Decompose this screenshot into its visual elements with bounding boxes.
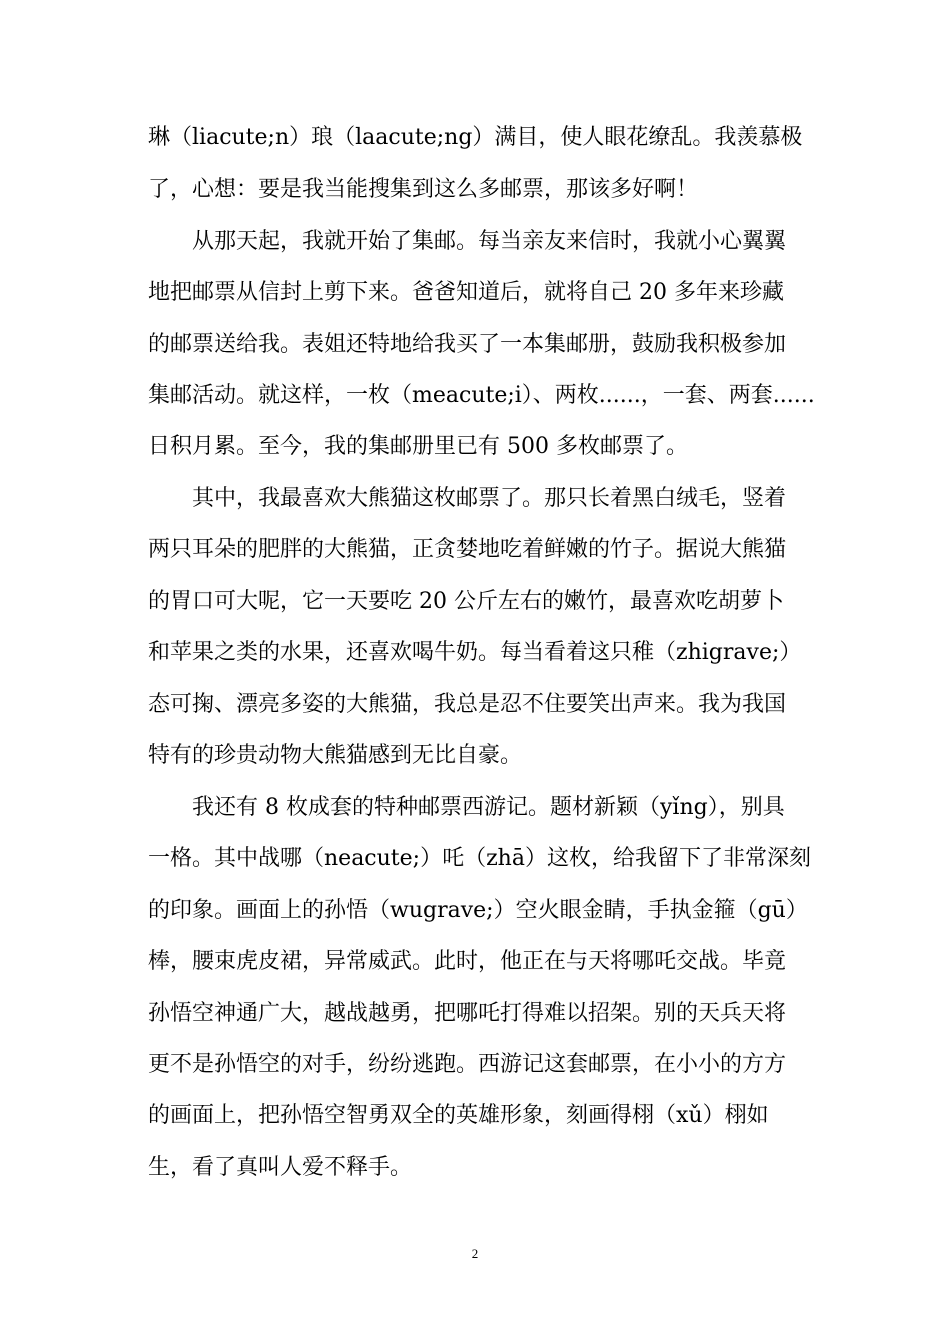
text-line: 地把邮票从信封上剪下来。爸爸知道后，就将自己 20 多年来珍藏 (148, 280, 784, 305)
page-number: 2 (471, 1246, 479, 1261)
text-line: 从那天起，我就开始了集邮。每当亲友来信时，我就小心翼翼 (148, 229, 787, 254)
text-line: 集邮活动。就这样，一枚（meacute;i）、两枚......，一套、两套...... (148, 383, 815, 408)
text-line: 的画面上，把孙悟空智勇双全的英雄形象，刻画得栩（xǔ）栩如 (148, 1103, 769, 1128)
text-line: 生，看了真叫人爱不释手。 (148, 1155, 413, 1180)
text-line: 其中，我最喜欢大熊猫这枚邮票了。那只长着黑白绒毛，竖着 (148, 486, 787, 511)
text-line: 更不是孙悟空的对手，纷纷逃跑。西游记这套邮票，在小小的方方 (148, 1052, 787, 1077)
text-line: 了，心想：要是我当能搜集到这么多邮票，那该多好啊！ (148, 177, 699, 202)
text-line: 琳（liacute;n）琅（laacute;ng）满目，使人眼花缭乱。我羡慕极 (148, 125, 803, 150)
text-line: 日积月累。至今，我的集邮册里已有 500 多枚邮票了。 (148, 434, 688, 459)
text-line: 我还有 8 枚成套的特种邮票西游记。题材新颖（yǐng），别具 (148, 795, 785, 820)
text-line: 孙悟空神通广大，越战越勇，把哪吒打得难以招架。别的天兵天将 (148, 1001, 787, 1026)
text-line: 棒，腰束虎皮裙，异常威武。此时，他正在与天将哪吒交战。毕竟 (148, 949, 787, 974)
text-line: 态可掬、漂亮多姿的大熊猫，我总是忍不住要笑出声来。我为我国 (148, 692, 787, 717)
text-line: 特有的珍贵动物大熊猫感到无比自豪。 (148, 743, 523, 768)
text-line: 和苹果之类的水果，还喜欢喝牛奶。每当看着这只稚（zhigrave;） (148, 640, 802, 665)
text-line: 的胃口可大呢，它一天要吃 20 公斤左右的嫩竹，最喜欢吃胡萝卜 (148, 589, 784, 614)
text-line: 的印象。画面上的孙悟（wugrave;）空火眼金睛，手执金箍（gū） (148, 898, 808, 923)
text-line: 一格。其中战哪（neacute;）吒（zhā）这枚，给我留下了非常深刻 (148, 846, 811, 871)
text-line: 两只耳朵的肥胖的大熊猫，正贪婪地吃着鲜嫩的竹子。据说大熊猫 (148, 537, 787, 562)
text-line: 的邮票送给我。表姐还特地给我买了一本集邮册，鼓励我积极参加 (148, 332, 787, 357)
